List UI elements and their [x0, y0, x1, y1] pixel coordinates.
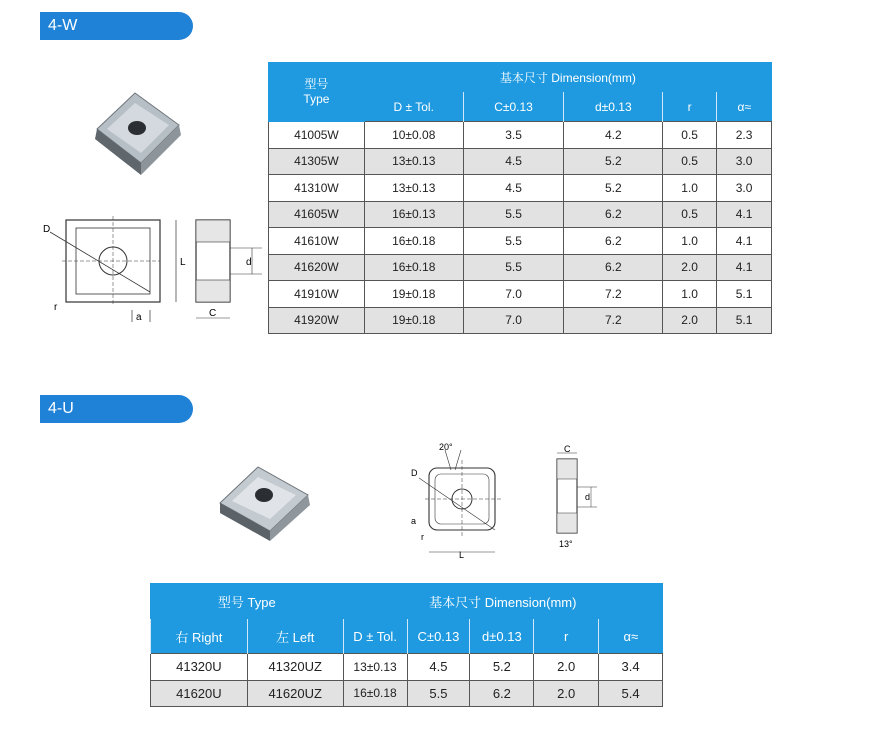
dimension-header: 基本尺寸 Dimension(mm) — [364, 63, 771, 92]
label-r: r — [54, 302, 58, 313]
cell: 13±0.13 — [364, 148, 463, 175]
insert-photo-w — [85, 85, 195, 185]
label-d: d — [246, 257, 252, 268]
cell: 16±0.18 — [364, 228, 463, 255]
cell: 5.4 — [599, 680, 663, 707]
insert-photo-u — [212, 455, 322, 545]
section-tag-4u: 4-U — [40, 395, 193, 423]
table-row — [269, 148, 772, 175]
col-d: d±0.13 — [470, 619, 534, 654]
col-left: 左 Left — [247, 619, 343, 654]
cell: 16±0.18 — [364, 254, 463, 281]
cell: 4.1 — [717, 228, 772, 255]
col-r: r — [534, 619, 599, 654]
table-row — [269, 122, 772, 149]
cell: 3.0 — [717, 148, 772, 175]
cell: 41910W — [269, 281, 365, 308]
model-header: 型号 Type — [151, 584, 344, 619]
label-angle: 20° — [439, 442, 453, 452]
cell: 7.2 — [564, 281, 663, 308]
table-row — [269, 281, 772, 308]
cell: 16±0.18 — [343, 680, 407, 707]
cell: 41610W — [269, 228, 365, 255]
table-row — [151, 654, 663, 681]
label-angle2: 13° — [559, 539, 573, 549]
label-r: r — [421, 532, 424, 542]
col-C: C±0.13 — [407, 619, 470, 654]
table-row — [269, 228, 772, 255]
label-D: D — [411, 468, 418, 478]
cell: 4.5 — [463, 175, 564, 202]
drawing-u-side — [545, 445, 605, 555]
table-row — [269, 201, 772, 228]
cell: 5.5 — [407, 680, 470, 707]
cell: 41620U — [151, 680, 248, 707]
cell: 1.0 — [663, 281, 717, 308]
cell: 3.0 — [717, 175, 772, 202]
cell: 4.5 — [407, 654, 470, 681]
cell: 3.4 — [599, 654, 663, 681]
cell: 6.2 — [470, 680, 534, 707]
col-C: C±0.13 — [463, 92, 564, 122]
col-alpha: α≈ — [599, 619, 663, 654]
label-C: C — [209, 308, 217, 319]
cell: 41320UZ — [247, 654, 343, 681]
cell: 41005W — [269, 122, 365, 149]
cell: 0.5 — [663, 148, 717, 175]
cell: 2.0 — [534, 654, 599, 681]
cell: 41305W — [269, 148, 365, 175]
dimension-header: 基本尺寸 Dimension(mm) — [343, 584, 662, 619]
cell: 41320U — [151, 654, 248, 681]
cell: 41310W — [269, 175, 365, 202]
cell: 5.5 — [463, 228, 564, 255]
cell: 16±0.13 — [364, 201, 463, 228]
cell: 41605W — [269, 201, 365, 228]
cell: 1.0 — [663, 228, 717, 255]
cell: 2.3 — [717, 122, 772, 149]
cell: 41620W — [269, 254, 365, 281]
cell: 4.1 — [717, 254, 772, 281]
cell: 5.2 — [564, 148, 663, 175]
table-row — [269, 175, 772, 202]
cell: 0.5 — [663, 122, 717, 149]
table-row — [151, 680, 663, 707]
cell: 5.1 — [717, 307, 772, 334]
cell: 13±0.13 — [364, 175, 463, 202]
col-D: D ± Tol. — [364, 92, 463, 122]
cell: 7.0 — [463, 307, 564, 334]
cell: 2.0 — [534, 680, 599, 707]
cell: 41920W — [269, 307, 365, 334]
label-D: D — [43, 224, 51, 235]
cell: 3.5 — [463, 122, 564, 149]
cell: 10±0.08 — [364, 122, 463, 149]
cell: 19±0.18 — [364, 307, 463, 334]
col-r: r — [663, 92, 717, 122]
col-D: D ± Tol. — [343, 619, 407, 654]
label-a: a — [411, 516, 417, 526]
table-row — [269, 254, 772, 281]
label-a: a — [136, 312, 142, 323]
col-right: 右 Right — [151, 619, 248, 654]
cell: 0.5 — [663, 201, 717, 228]
cell: 5.2 — [470, 654, 534, 681]
col-d: d±0.13 — [564, 92, 663, 122]
cell: 2.0 — [663, 307, 717, 334]
cell: 7.2 — [564, 307, 663, 334]
cell: 4.2 — [564, 122, 663, 149]
drawing-w-front — [40, 210, 190, 330]
cell: 1.0 — [663, 175, 717, 202]
section-tag-4w: 4-W — [40, 12, 193, 40]
spec-table-4u — [150, 583, 663, 707]
drawing-u-front — [405, 440, 515, 560]
cell: 6.2 — [564, 201, 663, 228]
label-L: L — [459, 550, 465, 560]
cell: 5.5 — [463, 201, 564, 228]
label-C: C — [564, 445, 571, 454]
label-L: L — [180, 257, 186, 268]
cell: 19±0.18 — [364, 281, 463, 308]
table-row — [269, 307, 772, 334]
cell: 4.1 — [717, 201, 772, 228]
cell: 5.5 — [463, 254, 564, 281]
cell: 5.1 — [717, 281, 772, 308]
col-alpha: α≈ — [717, 92, 772, 122]
drawing-w-side — [190, 210, 270, 330]
spec-table-4w — [268, 62, 772, 334]
cell: 6.2 — [564, 228, 663, 255]
cell: 6.2 — [564, 254, 663, 281]
cell: 4.5 — [463, 148, 564, 175]
cell: 7.0 — [463, 281, 564, 308]
label-d: d — [585, 492, 591, 502]
cell: 2.0 — [663, 254, 717, 281]
cell: 41620UZ — [247, 680, 343, 707]
model-header: 型号 Type — [269, 63, 365, 122]
cell: 5.2 — [564, 175, 663, 202]
cell: 13±0.13 — [343, 654, 407, 681]
